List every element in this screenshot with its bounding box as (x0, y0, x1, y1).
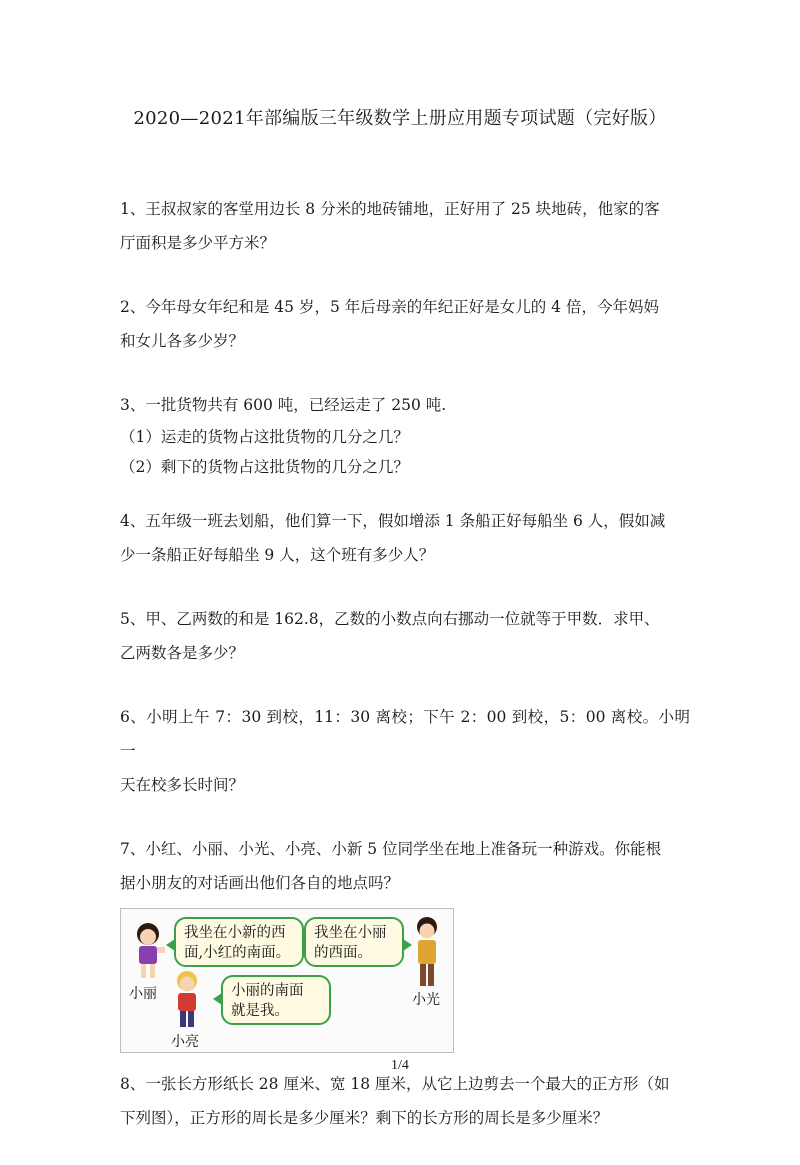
bubble-text: 小丽的南面 (231, 983, 304, 999)
boy-figure-icon (409, 915, 445, 993)
question-text: 6、小明上午 7：30 到校，11：30 离校；下午 2：00 到校，5：00 离校。小明一 (120, 708, 690, 760)
question-text: 4、五年级一班去划船，他们算一下，假如增添 1 条船正好每船坐 6 人，假如减 (120, 512, 666, 530)
speech-bubble (174, 917, 304, 967)
girl-figure-icon (127, 921, 169, 981)
name-label-bottom: 小亮 (171, 1034, 199, 1050)
speech-bubble (304, 917, 404, 967)
question-2 (120, 290, 690, 358)
question-text: 下列图），正方形的周长是多少厘米？剩下的长方形的周长是多少厘米？ (120, 1109, 609, 1127)
sub-question: （2）剩下的货物占这批货物的几分之几？ (120, 458, 409, 476)
question-3 (120, 388, 690, 482)
bubble-text: 面,小红的南面。 (184, 945, 291, 961)
name-label-left: 小丽 (129, 986, 157, 1002)
question-text: 1、王叔叔家的客堂用边长 8 分米的地砖铺地，正好用了 25 块地砖，他家的客 (120, 200, 660, 218)
bubble-text: 我坐在小新的西 (184, 925, 286, 941)
page-number: 1/4 (391, 1058, 409, 1073)
question-text: 7、小红、小丽、小光、小亮、小新 5 位同学坐在地上准备玩一种游戏。你能根 (120, 840, 662, 858)
name-label-right: 小光 (412, 992, 440, 1008)
question-8 (120, 1067, 690, 1135)
question-text: 据小朋友的对话画出他们各自的地点吗？ (120, 874, 400, 892)
question-6 (120, 700, 690, 802)
question-7 (120, 832, 690, 900)
question-text: 8、一张长方形纸长 28 厘米、宽 18 厘米，从它上边剪去一个最大的正方形（如 (120, 1075, 670, 1093)
child-figure-icon (169, 969, 205, 1035)
bubble-text: 我坐在小丽 (314, 925, 387, 941)
question-1 (120, 192, 690, 260)
speech-bubble (221, 975, 331, 1025)
question-text: 厅面积是多少平方米？ (120, 234, 276, 252)
question-text: 少一条船正好每船坐 9 人，这个班有多少人？ (120, 546, 435, 564)
page-title: 2020—2021年部编版三年级数学上册应用题专项试题（完好版） (133, 108, 667, 129)
bubble-text: 的西面。 (314, 945, 372, 961)
question-text: 2、今年母女年纪和是 45 岁，5 年后母亲的年纪正好是女儿的 4 倍，今年妈妈 (120, 298, 659, 316)
question-5 (120, 602, 690, 670)
dialogue-illustration (120, 908, 454, 1053)
question-text: 乙两数各是多少？ (120, 644, 245, 662)
question-text: 5、甲、乙两数的和是 162.8，乙数的小数点向右挪动一位就等于甲数．求甲、 (120, 610, 660, 628)
question-text: 天在校多长时间？ (120, 776, 245, 794)
questions (120, 192, 690, 1165)
question-text: 和女儿各多少岁？ (120, 332, 245, 350)
sub-question: （1）运走的货物占这批货物的几分之几？ (120, 428, 409, 446)
question-4 (120, 504, 690, 572)
bubble-text: 就是我。 (231, 1003, 289, 1019)
question-text: 3、一批货物共有 600 吨，已经运走了 250 吨. (120, 396, 447, 414)
